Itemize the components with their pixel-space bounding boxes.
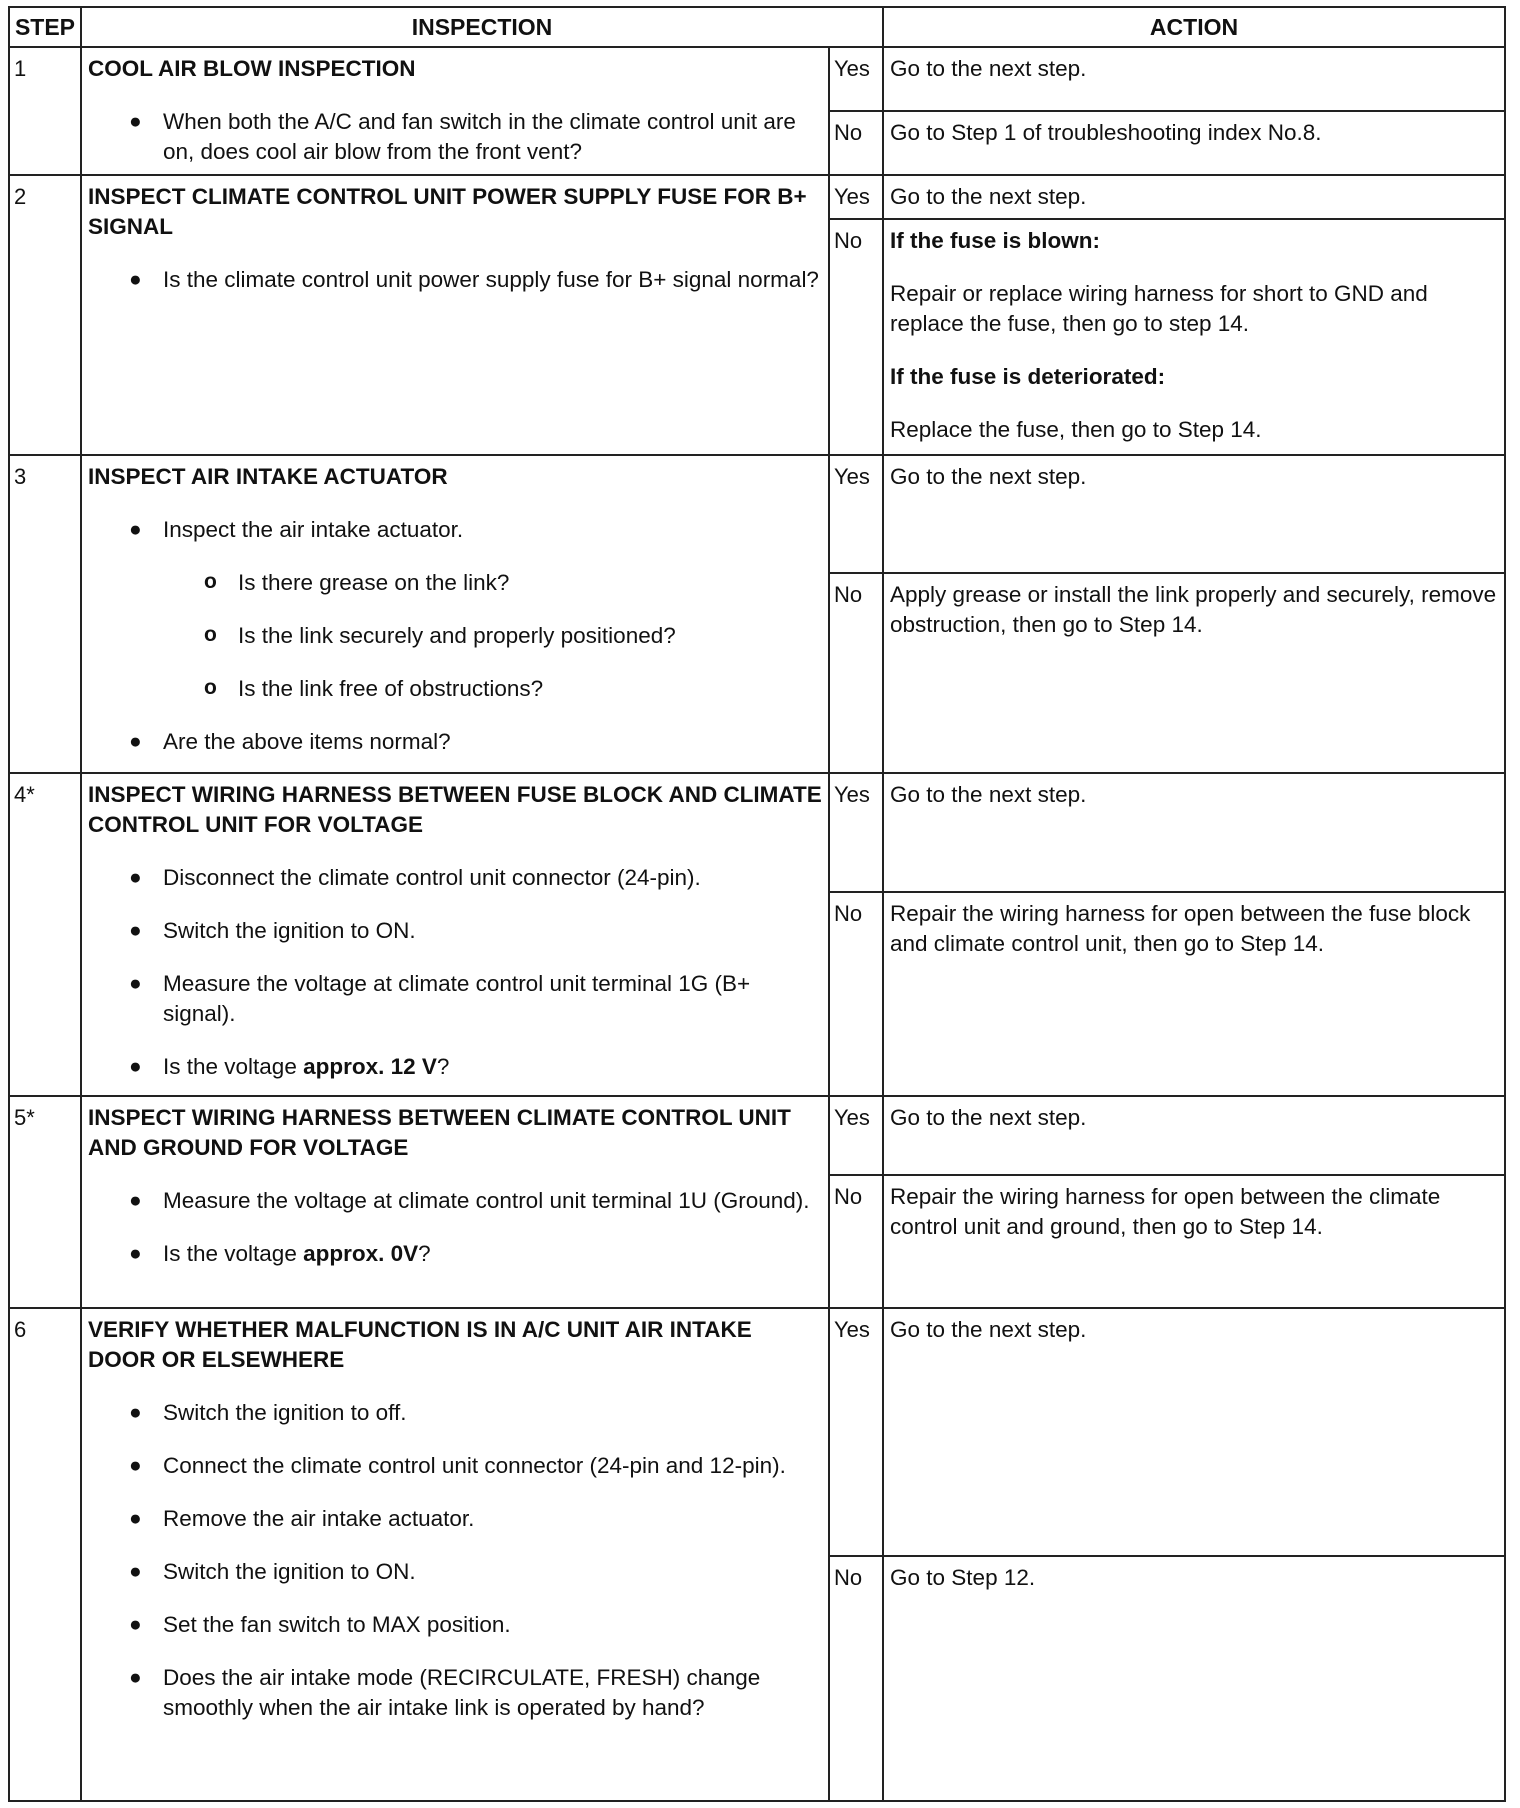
step-title: VERIFY WHETHER MALFUNCTION IS IN A/C UNIT AIR INTAKE DOOR OR ELSEWHERE — [88, 1317, 752, 1372]
question-value: approx. 12 V — [303, 1054, 437, 1079]
yes-label: Yes — [829, 1096, 883, 1175]
inspection-bullet: ● Are the above items normal? — [88, 727, 822, 757]
step-number: 6 — [9, 1308, 81, 1801]
inspection-sub-bullet: o Is the link free of obstructions? — [88, 674, 822, 704]
yes-action: Go to the next step. — [883, 47, 1505, 111]
header-action: ACTION — [883, 7, 1505, 47]
no-label: No — [829, 1556, 883, 1801]
step-5-yes-row — [9, 1096, 1505, 1175]
fuse-blown-action: Repair or replace wiring harness for short to GND and replace the fuse, then go to step 14. — [890, 281, 1428, 336]
step-1-inspection — [81, 47, 829, 175]
inspection-bullet: ● Switch the ignition to off. — [88, 1398, 822, 1428]
step-title: INSPECT WIRING HARNESS BETWEEN CLIMATE CONTROL UNIT AND GROUND FOR VOLTAGE — [88, 1105, 791, 1160]
question-text: Is the voltage — [163, 1054, 304, 1079]
inspection-bullet: ● Switch the ignition to ON. — [88, 916, 822, 946]
no-action: Repair the wiring harness for open between the fuse block and climate control unit, then go to Step 14. — [883, 892, 1505, 1096]
yes-label: Yes — [829, 773, 883, 892]
yes-label: Yes — [829, 455, 883, 573]
no-label: No — [829, 573, 883, 773]
step-6-yes-row — [9, 1308, 1505, 1556]
yes-label: Yes — [829, 47, 883, 111]
question-mark: ? — [418, 1241, 431, 1266]
step-number: 3 — [9, 455, 81, 773]
step-1-yes-row — [9, 47, 1505, 111]
step-number: 5* — [9, 1096, 81, 1308]
step-number: 1 — [9, 47, 81, 175]
inspection-bullet — [88, 1052, 822, 1082]
step-title: INSPECT WIRING HARNESS BETWEEN FUSE BLOCK AND CLIMATE CONTROL UNIT FOR VOLTAGE — [88, 782, 822, 837]
inspection-bullet: ● Disconnect the climate control unit connector (24-pin). — [88, 863, 822, 893]
step-number: 2 — [9, 175, 81, 455]
question-text: Is the voltage — [163, 1241, 304, 1266]
step-5-inspection — [81, 1096, 829, 1308]
inspection-bullet: ● Is the climate control unit power supply fuse for B+ signal normal? — [88, 265, 822, 295]
inspection-sub-bullet: o Is the link securely and properly positioned? — [88, 621, 822, 651]
table-header-row — [9, 7, 1505, 47]
inspection-sub-bullet: o Is there grease on the link? — [88, 568, 822, 598]
fuse-deteriorated-heading: If the fuse is deteriorated: — [890, 364, 1166, 389]
no-action: Go to Step 1 of troubleshooting index No.8. — [883, 111, 1505, 175]
troubleshooting-table — [8, 6, 1506, 1802]
step-3-yes-row — [9, 455, 1505, 573]
inspection-bullet: ● Set the fan switch to MAX position. — [88, 1610, 822, 1640]
step-4-yes-row — [9, 773, 1505, 892]
inspection-bullet: ● Inspect the air intake actuator. — [88, 515, 822, 545]
yes-label: Yes — [829, 175, 883, 219]
inspection-bullet: ● Measure the voltage at climate control unit terminal 1U (Ground). — [88, 1186, 822, 1216]
yes-action: Go to the next step. — [883, 1096, 1505, 1175]
yes-action: Go to the next step. — [883, 175, 1505, 219]
yes-action: Go to the next step. — [883, 773, 1505, 892]
no-action: Go to Step 12. — [883, 1556, 1505, 1801]
header-step: STEP — [9, 7, 81, 47]
inspection-bullet: ● Does the air intake mode (RECIRCULATE, FRESH) change smoothly when the air intake link is operated by hand? — [88, 1663, 822, 1723]
inspection-bullet: ● Measure the voltage at climate control unit terminal 1G (B+ signal). — [88, 969, 822, 1029]
inspection-bullet: ● Remove the air intake actuator. — [88, 1504, 822, 1534]
step-3-inspection — [81, 455, 829, 773]
yes-label: Yes — [829, 1308, 883, 1556]
yes-action: Go to the next step. — [883, 1308, 1505, 1556]
no-action: Repair the wiring harness for open between the climate control unit and ground, then go to Step 14. — [883, 1175, 1505, 1308]
step-title: INSPECT CLIMATE CONTROL UNIT POWER SUPPLY FUSE FOR B+ SIGNAL — [88, 184, 807, 239]
step-number: 4* — [9, 773, 81, 1096]
step-6-inspection — [81, 1308, 829, 1801]
no-action — [883, 219, 1505, 455]
step-2-yes-row — [9, 175, 1505, 219]
inspection-bullet — [88, 1239, 822, 1269]
no-action: Apply grease or install the link properly and securely, remove obstruction, then go to Step 14. — [883, 573, 1505, 773]
step-title: COOL AIR BLOW INSPECTION — [88, 56, 416, 81]
no-label: No — [829, 892, 883, 1096]
header-inspection: INSPECTION — [81, 7, 883, 47]
step-2-inspection — [81, 175, 829, 455]
no-label: No — [829, 111, 883, 175]
question-mark: ? — [436, 1054, 450, 1079]
step-title: INSPECT AIR INTAKE ACTUATOR — [88, 464, 448, 489]
yes-action: Go to the next step. — [883, 455, 1505, 573]
no-label: No — [829, 1175, 883, 1308]
inspection-bullet: ● Switch the ignition to ON. — [88, 1557, 822, 1587]
inspection-bullet: ● Connect the climate control unit connector (24-pin and 12-pin). — [88, 1451, 822, 1481]
no-label: No — [829, 219, 883, 455]
question-value: approx. 0V — [303, 1241, 419, 1266]
step-4-inspection — [81, 773, 829, 1096]
inspection-bullet: ● When both the A/C and fan switch in the climate control unit are on, does cool air blow from the front vent? — [88, 107, 822, 167]
fuse-blown-heading: If the fuse is blown: — [890, 228, 1101, 253]
fuse-deteriorated-action: Replace the fuse, then go to Step 14. — [890, 417, 1262, 442]
